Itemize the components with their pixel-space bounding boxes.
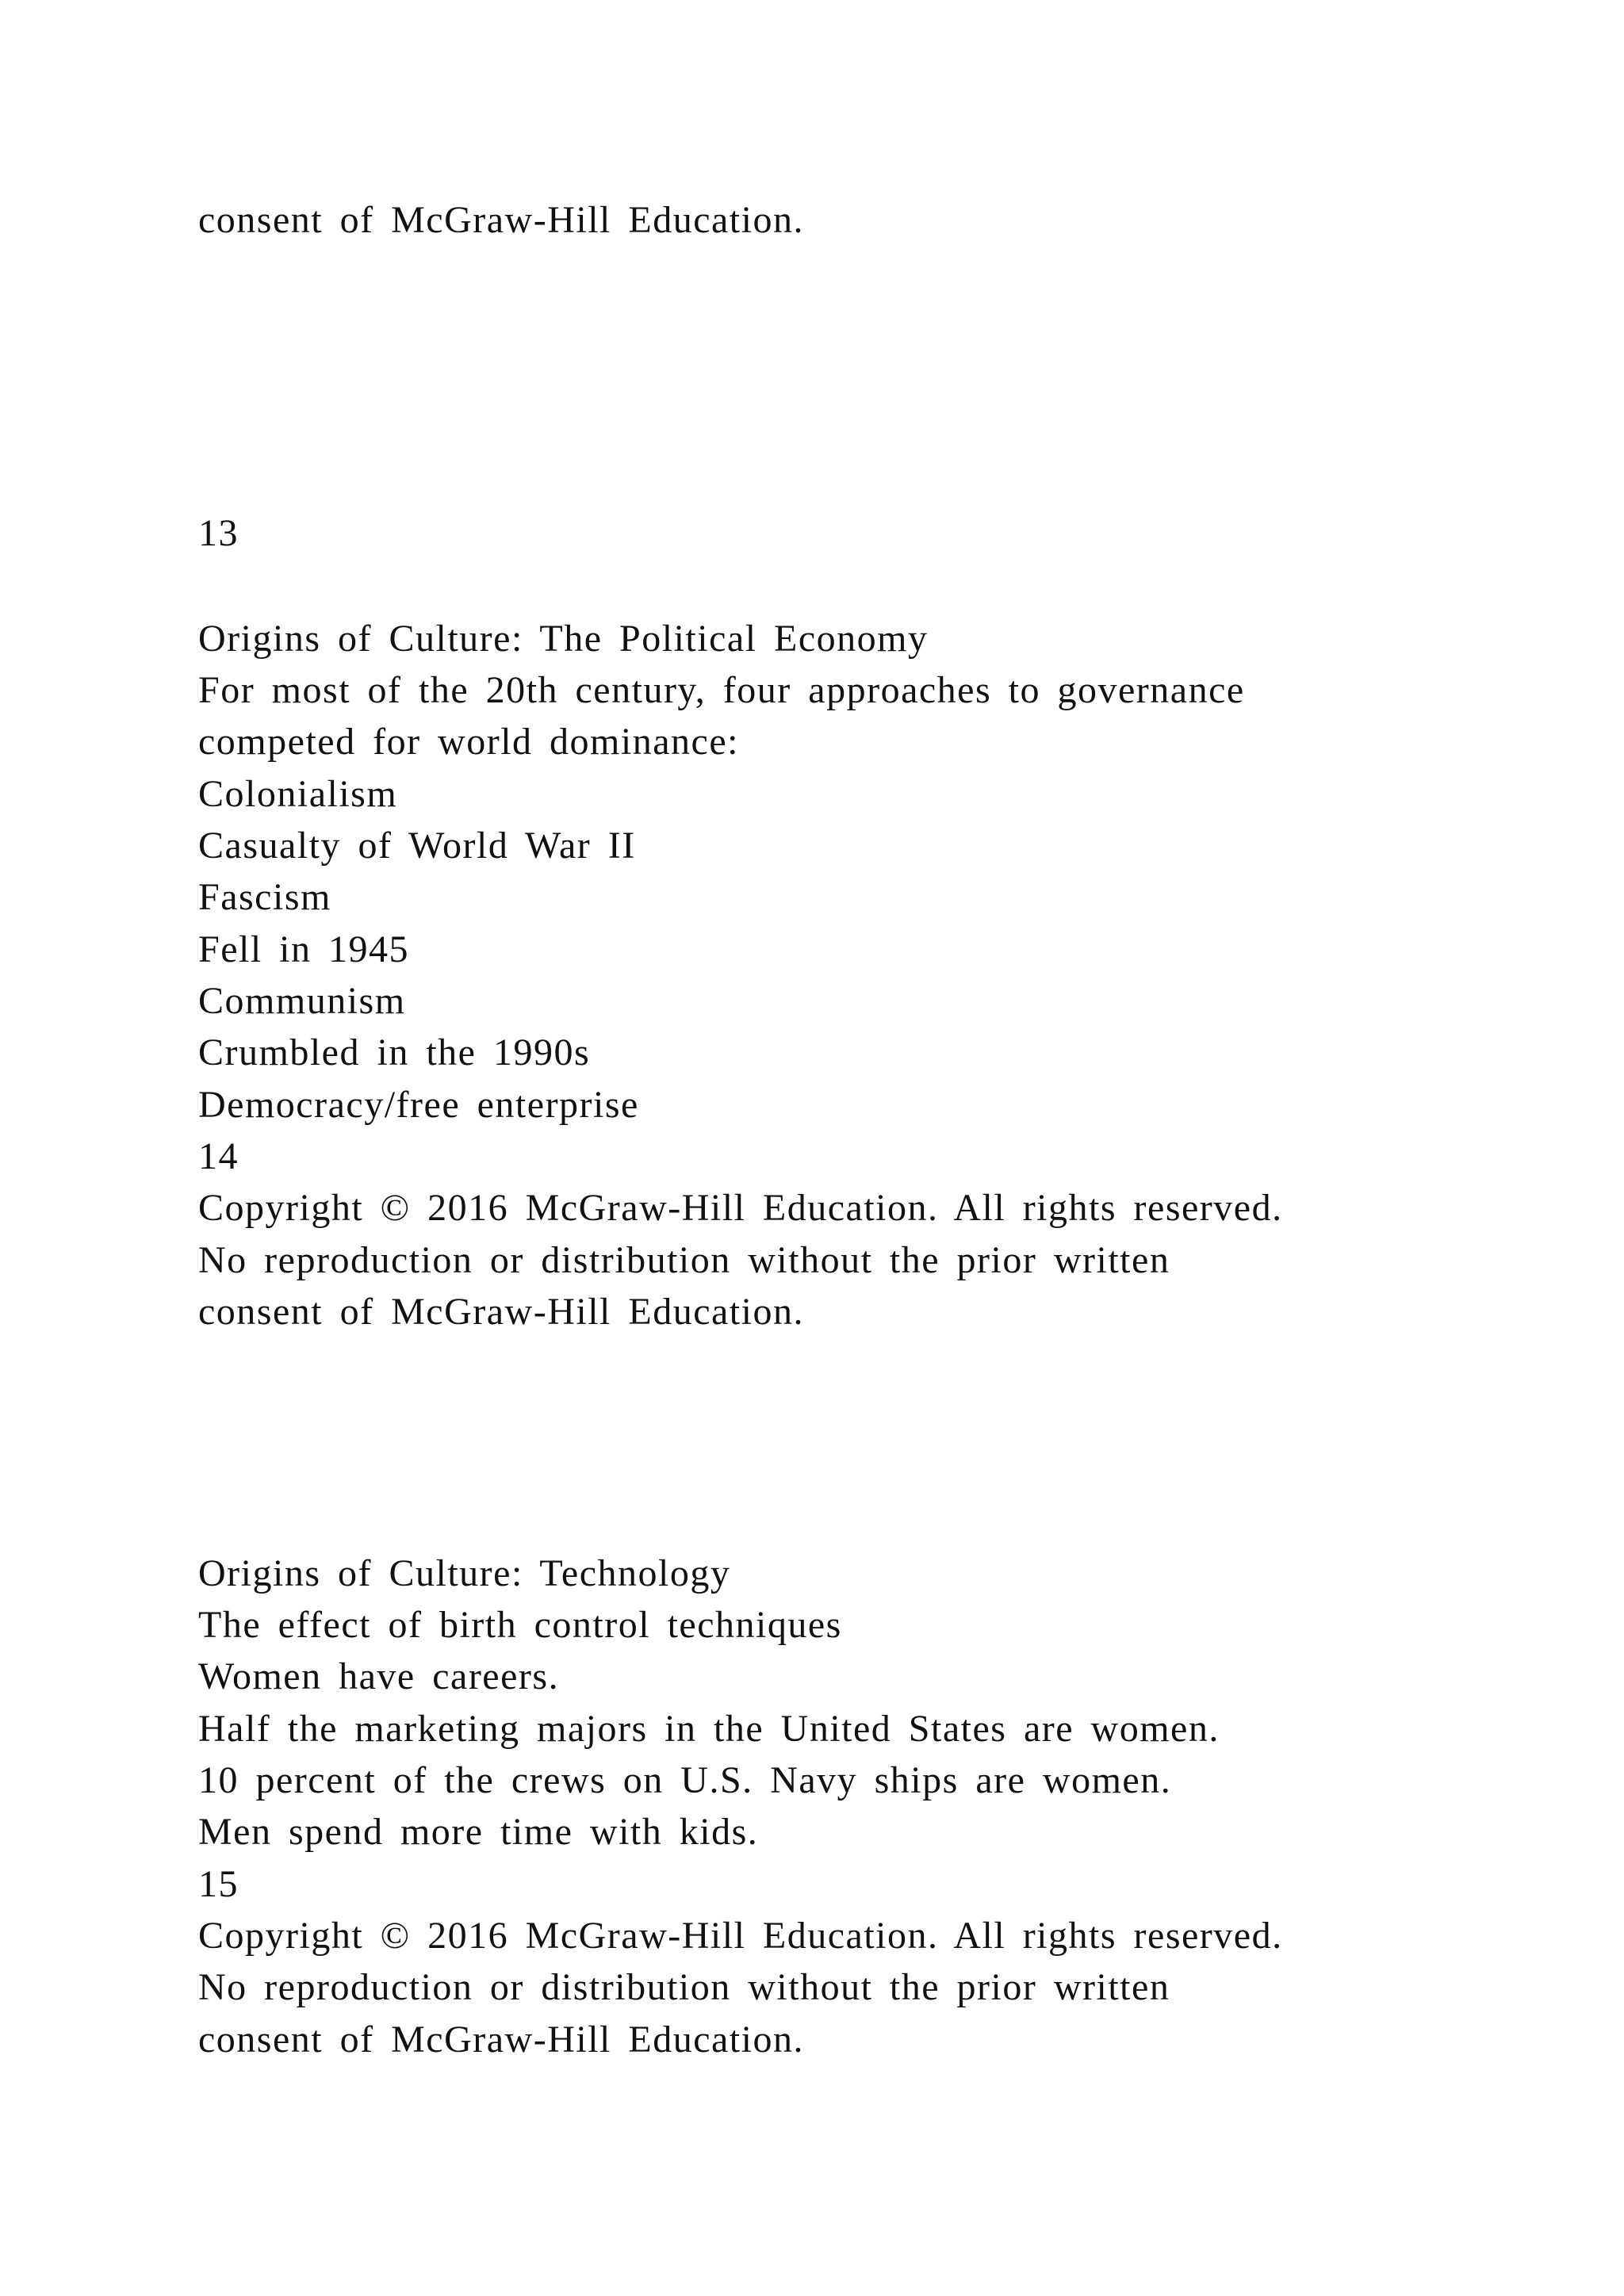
body-line: competed for world dominance: bbox=[198, 721, 739, 763]
no-reproduction-line: No reproduction or distribution without the prior written bbox=[198, 1966, 1170, 2008]
list-item: 10 percent of the crews on U.S. Navy ships are women. bbox=[198, 1759, 1172, 1801]
slide-title: Origins of Culture: Technology bbox=[198, 1552, 731, 1594]
consent-line: consent of McGraw-Hill Education. bbox=[198, 199, 804, 241]
list-item: The effect of birth control techniques bbox=[198, 1604, 842, 1646]
consent-line: consent of McGraw-Hill Education. bbox=[198, 2019, 804, 2061]
list-item: Fell in 1945 bbox=[198, 928, 410, 970]
list-item: Colonialism bbox=[198, 773, 398, 815]
copyright-line: Copyright © 2016 McGraw-Hill Education. All rights reserved. bbox=[198, 1187, 1283, 1229]
list-item: Half the marketing majors in the United States are women. bbox=[198, 1708, 1220, 1750]
list-item: Democracy/free enterprise bbox=[198, 1084, 639, 1126]
list-item: Communism bbox=[198, 980, 406, 1022]
list-item: Women have careers. bbox=[198, 1655, 560, 1697]
list-item: Casualty of World War II bbox=[198, 825, 636, 867]
slide-number: 13 bbox=[198, 512, 239, 554]
copyright-line: Copyright © 2016 McGraw-Hill Education. All rights reserved. bbox=[198, 1915, 1283, 1957]
list-item: Fascism bbox=[198, 876, 331, 918]
consent-line: consent of McGraw-Hill Education. bbox=[198, 1291, 804, 1333]
list-item: Men spend more time with kids. bbox=[198, 1811, 759, 1853]
slide-number: 14 bbox=[198, 1135, 239, 1177]
no-reproduction-line: No reproduction or distribution without the prior written bbox=[198, 1239, 1170, 1281]
slide-number: 15 bbox=[198, 1863, 239, 1905]
list-item: Crumbled in the 1990s bbox=[198, 1031, 591, 1073]
body-line: For most of the 20th century, four approaches to governance bbox=[198, 669, 1245, 711]
slide-title: Origins of Culture: The Political Economy bbox=[198, 618, 929, 660]
